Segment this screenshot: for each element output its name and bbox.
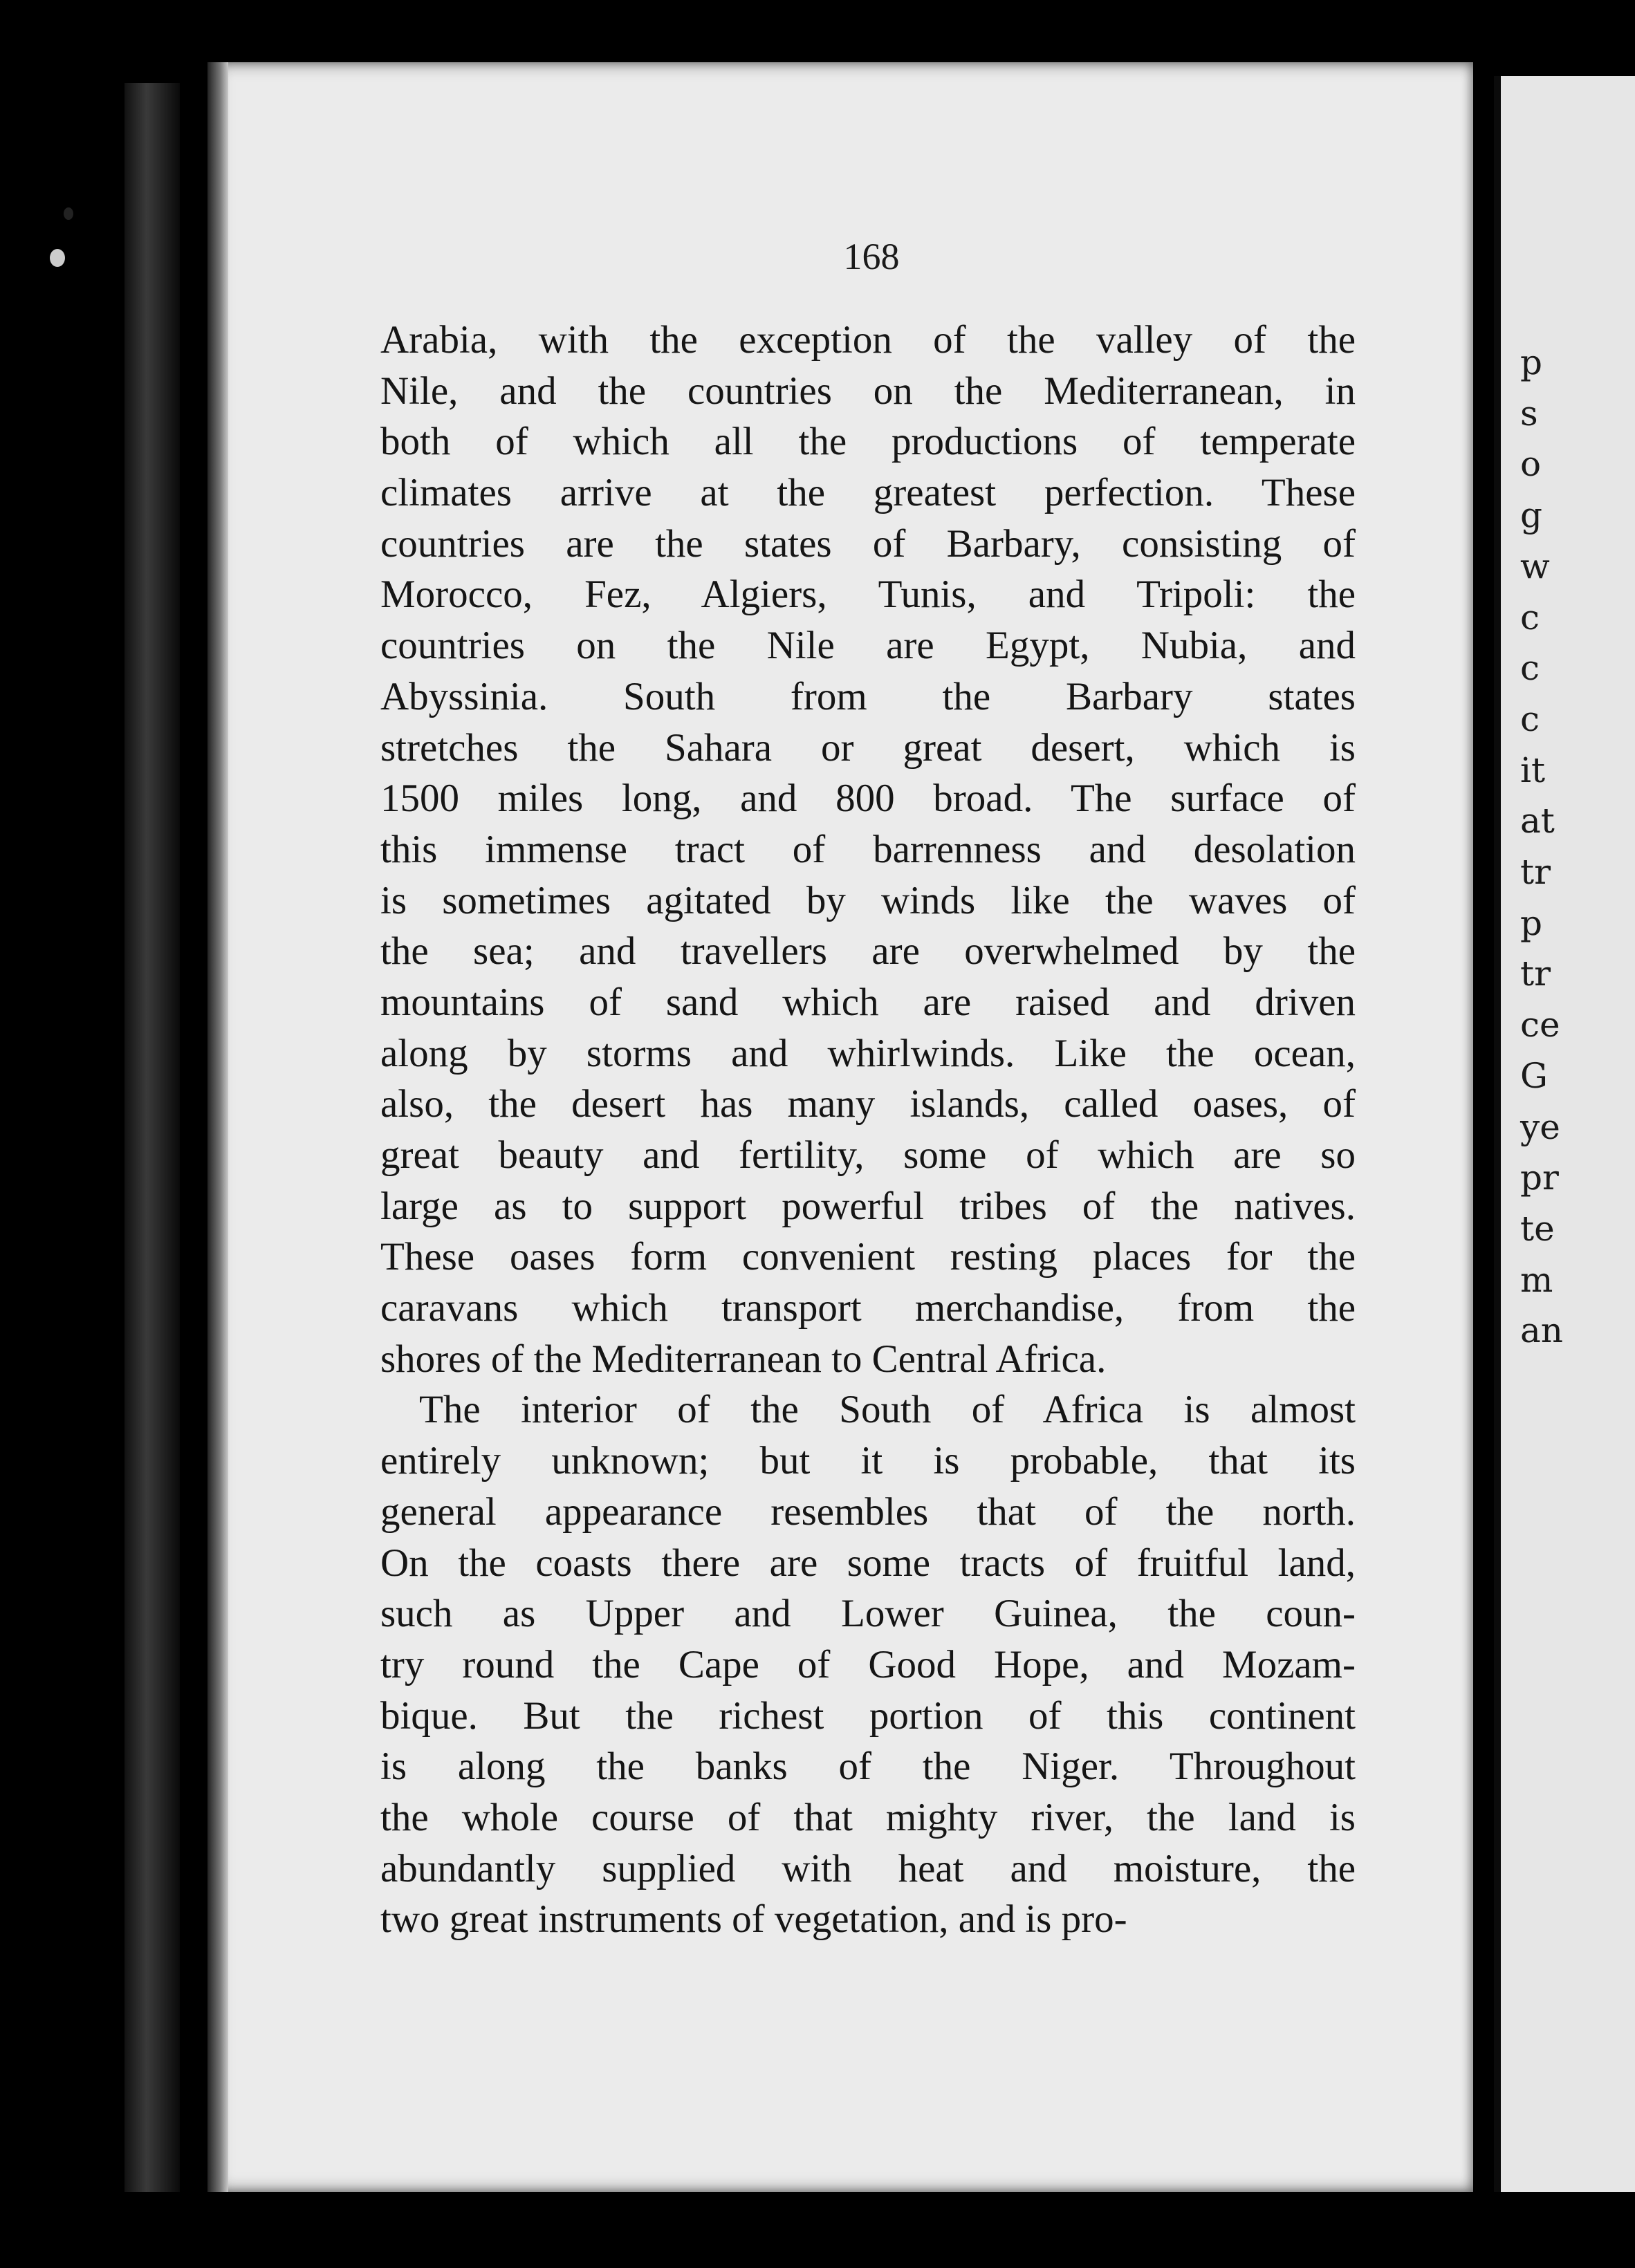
facing-page-letters: c: [1520, 698, 1540, 739]
facing-page-letters: ye: [1520, 1106, 1560, 1147]
facing-page-letters: w: [1520, 546, 1550, 586]
facing-page-letters: it: [1520, 750, 1546, 790]
facing-page-letters: g: [1520, 495, 1543, 536]
facing-page-letters: te: [1520, 1208, 1555, 1249]
text-line: the whole course of that mighty river, the land is: [380, 1795, 1356, 1839]
text-line: along by storms and whirlwinds. Like the ocean,: [380, 1031, 1356, 1075]
facing-page-letters: o: [1520, 444, 1542, 485]
facing-page-letters: G: [1520, 1055, 1548, 1096]
text-line: countries are the states of Barbary, consisting of: [380, 521, 1356, 566]
text-line: climates arrive at the greatest perfection. These: [380, 471, 1356, 515]
facing-page-letters: ce: [1520, 1005, 1560, 1045]
text-line: mountains of sand which are raised and driven: [380, 980, 1356, 1024]
text-line: general appearance resembles that of the north.: [380, 1489, 1356, 1534]
text-line: this immense tract of barrenness and desolation: [380, 827, 1356, 871]
facing-page-letters: pr: [1520, 1158, 1559, 1198]
text-line: the sea; and travellers are overwhelmed by the: [380, 929, 1356, 974]
text-line: shores of the Mediterranean to Central Africa.: [380, 1337, 1107, 1381]
text-line: great beauty and fertility, some of which are so: [380, 1133, 1356, 1177]
text-line: is sometimes agitated by winds like the waves of: [380, 878, 1356, 922]
facing-page-letters: c: [1520, 597, 1540, 638]
text-line: countries on the Nile are Egypt, Nubia, and: [380, 624, 1356, 668]
text-line: Arabia, with the exception of the valley of the: [380, 318, 1356, 362]
page-gutter-edge: [207, 62, 228, 2192]
text-line: also, the desert has many islands, called oases, of: [380, 1082, 1356, 1126]
body-text: [380, 315, 1356, 1945]
facing-page-letters: m: [1520, 1259, 1553, 1300]
scan-speck: [50, 249, 65, 267]
facing-page-fragment: [1494, 76, 1635, 2192]
text-line: such as Upper and Lower Guinea, the coun-: [380, 1592, 1356, 1636]
text-line: abundantly supplied with heat and moisture, the: [380, 1846, 1356, 1890]
text-line: bique. But the richest portion of this continent: [380, 1693, 1356, 1738]
text-line: entirely unknown; but it is probable, that its: [380, 1439, 1356, 1483]
facing-page-letters: tr: [1520, 954, 1551, 994]
text-line: both of which all the productions of temperate: [380, 420, 1356, 464]
text-line: 1500 miles long, and 800 broad. The surface of: [380, 777, 1356, 821]
text-line: Abyssinia. South from the Barbary states: [380, 674, 1356, 718]
book-spine-shadow: [124, 83, 180, 2192]
facing-page-letters: s: [1520, 393, 1538, 434]
text-line: is along the banks of the Niger. Throughout: [380, 1745, 1356, 1789]
text-line: The interior of the South of Africa is almost: [419, 1388, 1356, 1432]
text-line: caravans which transport merchandise, from the: [380, 1286, 1356, 1330]
facing-page-letters: at: [1520, 801, 1555, 842]
page-number: 168: [843, 236, 900, 277]
facing-page-letters: p: [1520, 342, 1543, 382]
facing-page-letters: p: [1520, 902, 1543, 943]
text-line: Morocco, Fez, Algiers, Tunis, and Tripoli: the: [380, 573, 1356, 617]
text-line: Nile, and the countries on the Mediterranean, in: [380, 369, 1356, 413]
scan-speck: [64, 207, 73, 220]
text-line: two great instruments of vegetation, and is pro-: [380, 1897, 1127, 1942]
text-line: These oases form convenient resting places for the: [380, 1235, 1356, 1279]
text-line: On the coasts there are some tracts of fruitful land,: [380, 1541, 1356, 1585]
facing-page-letters: tr: [1520, 852, 1551, 892]
facing-page-letters: an: [1520, 1310, 1564, 1351]
text-line: large as to support powerful tribes of the natives.: [380, 1184, 1356, 1228]
text-line: try round the Cape of Good Hope, and Mozam-: [380, 1642, 1356, 1686]
facing-page-letters: c: [1520, 648, 1540, 689]
text-line: stretches the Sahara or great desert, which is: [380, 725, 1356, 770]
